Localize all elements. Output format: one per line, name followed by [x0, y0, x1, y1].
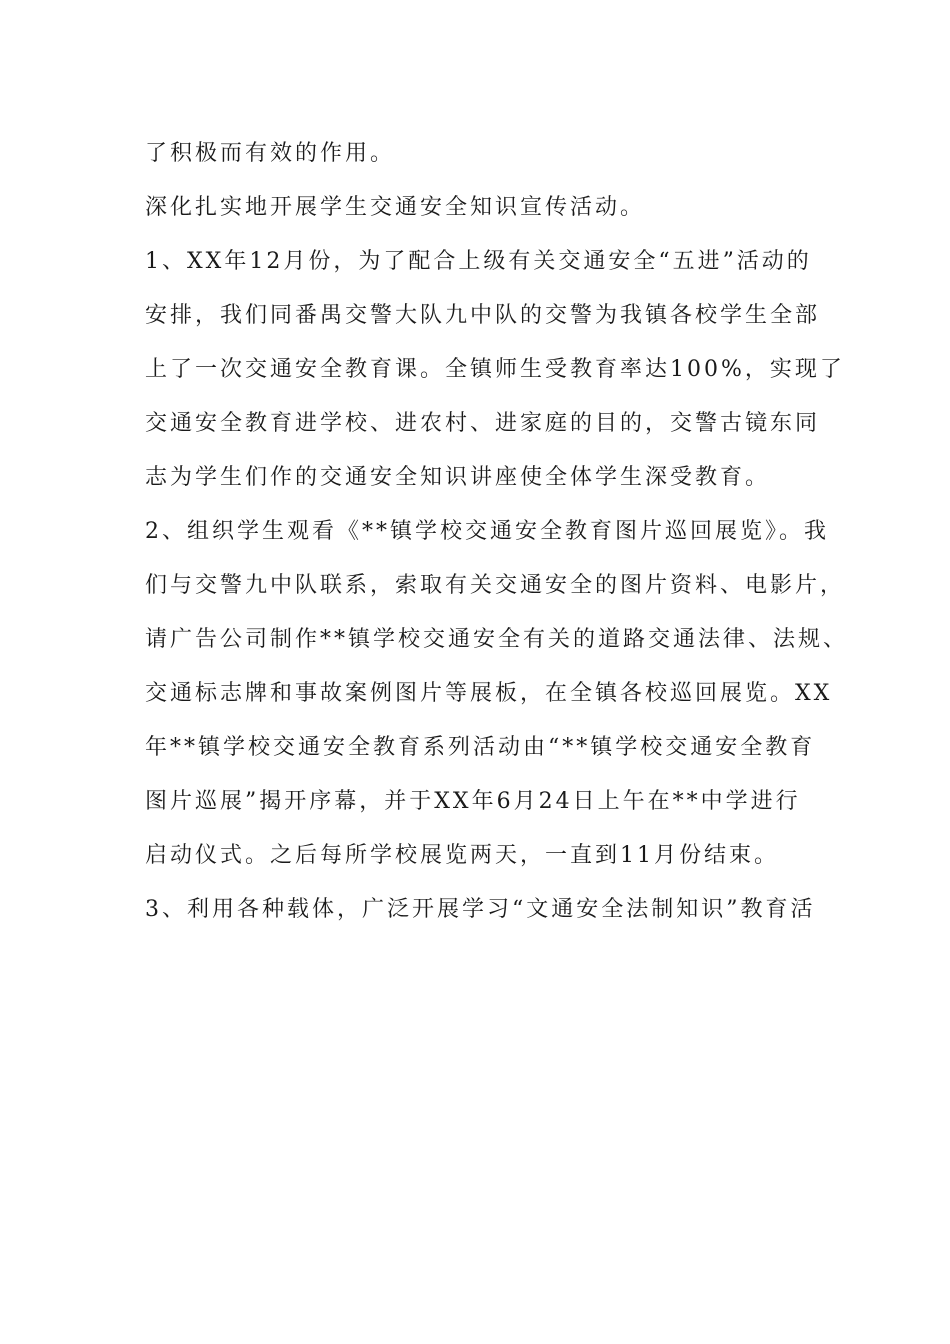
text-line: 安排，我们同番禺交警大队九中队的交警为我镇各校学生全部	[145, 303, 821, 328]
body-text	[145, 127, 849, 937]
text-line: 深化扎实地开展学生交通安全知识宣传活动。	[145, 195, 646, 220]
text-line: 1、XX年12月份，为了配合上级有关交通安全“五进”活动的	[145, 249, 812, 274]
text-line: 上了一次交通安全教育课。全镇师生受教育率达100%，实现了	[145, 357, 845, 382]
text-line: 2、组织学生观看《**镇学校交通安全教育图片巡回展览》。我	[145, 519, 829, 544]
text-line: 图片巡展”揭开序幕，并于XX年6月24日上午在**中学进行	[145, 789, 801, 814]
text-line: 志为学生们作的交通安全知识讲座使全体学生深受教育。	[145, 465, 771, 490]
text-line: 交通标志牌和事故案例图片等展板，在全镇各校巡回展览。XX	[145, 681, 833, 706]
text-line: 3、利用各种载体，广泛开展学习“文通安全法制知识”教育活	[145, 897, 816, 922]
text-line: 请广告公司制作**镇学校交通安全有关的道路交通法律、法规、	[145, 627, 849, 652]
text-line: 了积极而有效的作用。	[145, 141, 396, 166]
text-line: 启动仪式。之后每所学校展览两天，一直到11月份结束。	[145, 843, 779, 868]
text-line: 交通安全教育进学校、进农村、进家庭的目的，交警古镜东同	[145, 411, 821, 436]
text-line: 年**镇学校交通安全教育系列活动由“**镇学校交通安全教育	[145, 735, 816, 760]
text-line: 们与交警九中队联系，索取有关交通安全的图片资料、电影片，	[145, 573, 846, 598]
